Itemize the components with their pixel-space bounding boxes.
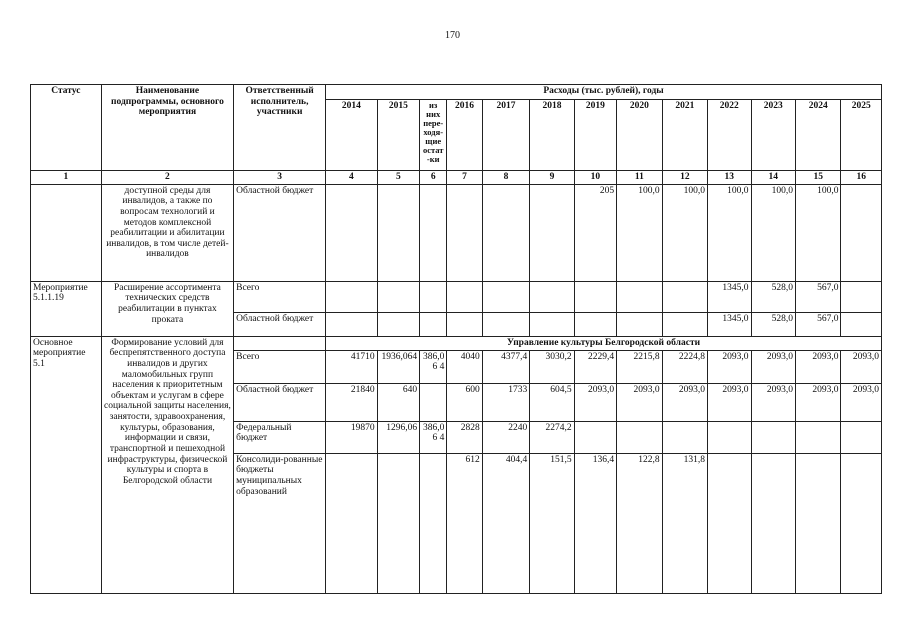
- block3-row1-value-5: 604,5: [530, 383, 574, 421]
- block2-row1-value-11: 567,0: [795, 312, 840, 336]
- block1-name: доступной среды для инвалидов, а также по вопросам технологий и методов комплексной реабилитации и абилитации инвалидов, в том числе детей-инвалидов: [101, 184, 233, 281]
- expenses-table: [30, 84, 882, 594]
- column-number-7: 7: [447, 171, 482, 185]
- header-year-3: 2016: [447, 100, 482, 171]
- block3-row3-value-11: [795, 453, 840, 593]
- block1-value-6: 205: [574, 184, 616, 281]
- block2-source-0: Всего: [234, 281, 326, 312]
- block3-row3-value-0: [326, 453, 378, 593]
- block3-row2-value-12: [841, 421, 882, 453]
- column-number-16: 16: [841, 171, 882, 185]
- block3-row2-value-10: [751, 421, 795, 453]
- header-year-7: 2020: [617, 100, 662, 171]
- header-responsible: Ответственный исполнитель, участники: [234, 85, 326, 171]
- block3-row2-value-6: [574, 421, 616, 453]
- block3-name: Формирование условий для беспрепятственного доступа инвалидов и других маломобильных групп населения к приоритетным объектам и услугам в сфере социальной защиты населения, занятости, здравоохранения, культуры, образования, информации и связи, транспортной и пешеходной инфраструктуры, физической культуры и спорта в Белгородской области: [101, 336, 233, 593]
- block2-name: Расширение ассортимента технических средств реабилитации в пунктах проката: [101, 281, 233, 336]
- header-expenses: Расходы (тыс. рублей), годы: [326, 85, 882, 100]
- column-number-2: 2: [101, 171, 233, 185]
- block1-status: [31, 184, 102, 281]
- block1-value-2: [420, 184, 447, 281]
- block3-row0-value-10: 2093,0: [751, 350, 795, 383]
- block3-row3-value-3: 612: [447, 453, 482, 593]
- column-number-6: 6: [420, 171, 447, 185]
- block3-row1-value-0: 21840: [326, 383, 378, 421]
- block3-row1-value-1: 640: [377, 383, 419, 421]
- block2-row1-value-0: [326, 312, 378, 336]
- block2-row0-value-0: [326, 281, 378, 312]
- block2-row0-value-6: [574, 281, 616, 312]
- block3-row2-value-11: [795, 421, 840, 453]
- block3-department: Управление культуры Белгородской области: [326, 336, 882, 350]
- block3-row1-value-7: 2093,0: [617, 383, 662, 421]
- block3-row0-value-9: 2093,0: [708, 350, 751, 383]
- column-number-1: 1: [31, 171, 102, 185]
- header-year-4: 2017: [482, 100, 530, 171]
- block3-row3-value-12: [841, 453, 882, 593]
- block2-row1-value-2: [420, 312, 447, 336]
- block3-row2-value-9: [708, 421, 751, 453]
- block3-row1-value-11: 2093,0: [795, 383, 840, 421]
- block2-row1-value-4: [482, 312, 530, 336]
- block2-source-1: Областной бюджет: [234, 312, 326, 336]
- block3-row3-value-10: [751, 453, 795, 593]
- header-year-11: 2024: [795, 100, 840, 171]
- block3-dept-spacer: [234, 336, 326, 350]
- block2-row1-value-7: [617, 312, 662, 336]
- column-number-10: 10: [574, 171, 616, 185]
- block2-row1-value-3: [447, 312, 482, 336]
- block2-row0-value-1: [377, 281, 419, 312]
- block2-row0-value-11: 567,0: [795, 281, 840, 312]
- block3-row0-value-2: 386,06 4: [420, 350, 447, 383]
- block3-row0-value-11: 2093,0: [795, 350, 840, 383]
- block2-row1-value-5: [530, 312, 574, 336]
- block3-source-2: Федеральный бюджет: [234, 421, 326, 453]
- block3-source-1: Областной бюджет: [234, 383, 326, 421]
- block3-source-0: Всего: [234, 350, 326, 383]
- header-status: Статус: [31, 85, 102, 171]
- page-number: 170: [445, 30, 460, 41]
- block1-value-9: 100,0: [708, 184, 751, 281]
- block3-row0-value-3: 4040: [447, 350, 482, 383]
- block3-row1-value-10: 2093,0: [751, 383, 795, 421]
- block1-value-12: [841, 184, 882, 281]
- block3-row3-value-7: 122,8: [617, 453, 662, 593]
- block1-value-3: [447, 184, 482, 281]
- block1-value-1: [377, 184, 419, 281]
- block3-row0-value-8: 2224,8: [662, 350, 707, 383]
- column-number-14: 14: [751, 171, 795, 185]
- block2-row1-value-10: 528,0: [751, 312, 795, 336]
- header-year-0: 2014: [326, 100, 378, 171]
- column-number-11: 11: [617, 171, 662, 185]
- block1-value-8: 100,0: [662, 184, 707, 281]
- column-number-13: 13: [708, 171, 751, 185]
- block3-row2-value-3: 2828: [447, 421, 482, 453]
- block2-row0-value-3: [447, 281, 482, 312]
- block3-row1-value-4: 1733: [482, 383, 530, 421]
- block3-row1-value-2: [420, 383, 447, 421]
- header-year-6: 2019: [574, 100, 616, 171]
- block3-row2-value-1: 1296,06: [377, 421, 419, 453]
- block1-value-0: [326, 184, 378, 281]
- block3-row3-value-8: 131,8: [662, 453, 707, 593]
- block2-row0-value-5: [530, 281, 574, 312]
- column-number-15: 15: [795, 171, 840, 185]
- block3-source-3: Консолиди-рованные бюджеты муниципальных образований: [234, 453, 326, 593]
- block1-value-11: 100,0: [795, 184, 840, 281]
- column-number-5: 5: [377, 171, 419, 185]
- block2-row1-value-8: [662, 312, 707, 336]
- column-number-4: 4: [326, 171, 378, 185]
- block1-source: Областной бюджет: [234, 184, 326, 281]
- block3-status: Основное мероприятие 5.1: [31, 336, 102, 593]
- block3-row1-value-9: 2093,0: [708, 383, 751, 421]
- column-number-8: 8: [482, 171, 530, 185]
- block2-row0-value-12: [841, 281, 882, 312]
- column-number-9: 9: [530, 171, 574, 185]
- block2-row1-value-12: [841, 312, 882, 336]
- block3-row3-value-9: [708, 453, 751, 593]
- block3-row2-value-5: 2274,2: [530, 421, 574, 453]
- block3-row1-value-6: 2093,0: [574, 383, 616, 421]
- block2-row1-value-6: [574, 312, 616, 336]
- column-number-12: 12: [662, 171, 707, 185]
- block2-row1-value-9: 1345,0: [708, 312, 751, 336]
- header-year-2: из них пере-ходя-щие остат-ки: [420, 100, 447, 171]
- block3-row0-value-6: 2229,4: [574, 350, 616, 383]
- block3-row3-value-5: 151,5: [530, 453, 574, 593]
- header-year-9: 2022: [708, 100, 751, 171]
- block2-row0-value-7: [617, 281, 662, 312]
- block2-row0-value-4: [482, 281, 530, 312]
- header-year-8: 2021: [662, 100, 707, 171]
- block2-row0-value-2: [420, 281, 447, 312]
- block3-row0-value-4: 4377,4: [482, 350, 530, 383]
- block1-value-5: [530, 184, 574, 281]
- column-number-3: 3: [234, 171, 326, 185]
- block2-row0-value-8: [662, 281, 707, 312]
- header-year-5: 2018: [530, 100, 574, 171]
- block3-row1-value-8: 2093,0: [662, 383, 707, 421]
- block2-row0-value-10: 528,0: [751, 281, 795, 312]
- block2-row1-value-1: [377, 312, 419, 336]
- block3-row0-value-1: 1936,064: [377, 350, 419, 383]
- block3-row0-value-7: 2215,8: [617, 350, 662, 383]
- block2-status: Мероприятие 5.1.1.19: [31, 281, 102, 336]
- header-year-12: 2025: [841, 100, 882, 171]
- block3-row3-value-6: 136,4: [574, 453, 616, 593]
- block3-row3-value-2: [420, 453, 447, 593]
- block3-row2-value-4: 2240: [482, 421, 530, 453]
- block1-value-4: [482, 184, 530, 281]
- block3-row2-value-0: 19870: [326, 421, 378, 453]
- block3-row2-value-2: 386,06 4: [420, 421, 447, 453]
- block1-value-10: 100,0: [751, 184, 795, 281]
- block2-row0-value-9: 1345,0: [708, 281, 751, 312]
- block3-row3-value-4: 404,4: [482, 453, 530, 593]
- block3-row0-value-0: 41710: [326, 350, 378, 383]
- block3-row2-value-8: [662, 421, 707, 453]
- block1-value-7: 100,0: [617, 184, 662, 281]
- block3-row3-value-1: [377, 453, 419, 593]
- block3-row2-value-7: [617, 421, 662, 453]
- block3-row0-value-5: 3030,2: [530, 350, 574, 383]
- block3-row1-value-12: 2093,0: [841, 383, 882, 421]
- header-year-10: 2023: [751, 100, 795, 171]
- header-name: Наименование подпрограммы, основного мероприятия: [101, 85, 233, 171]
- block3-row0-value-12: 2093,0: [841, 350, 882, 383]
- header-year-1: 2015: [377, 100, 419, 171]
- block3-row1-value-3: 600: [447, 383, 482, 421]
